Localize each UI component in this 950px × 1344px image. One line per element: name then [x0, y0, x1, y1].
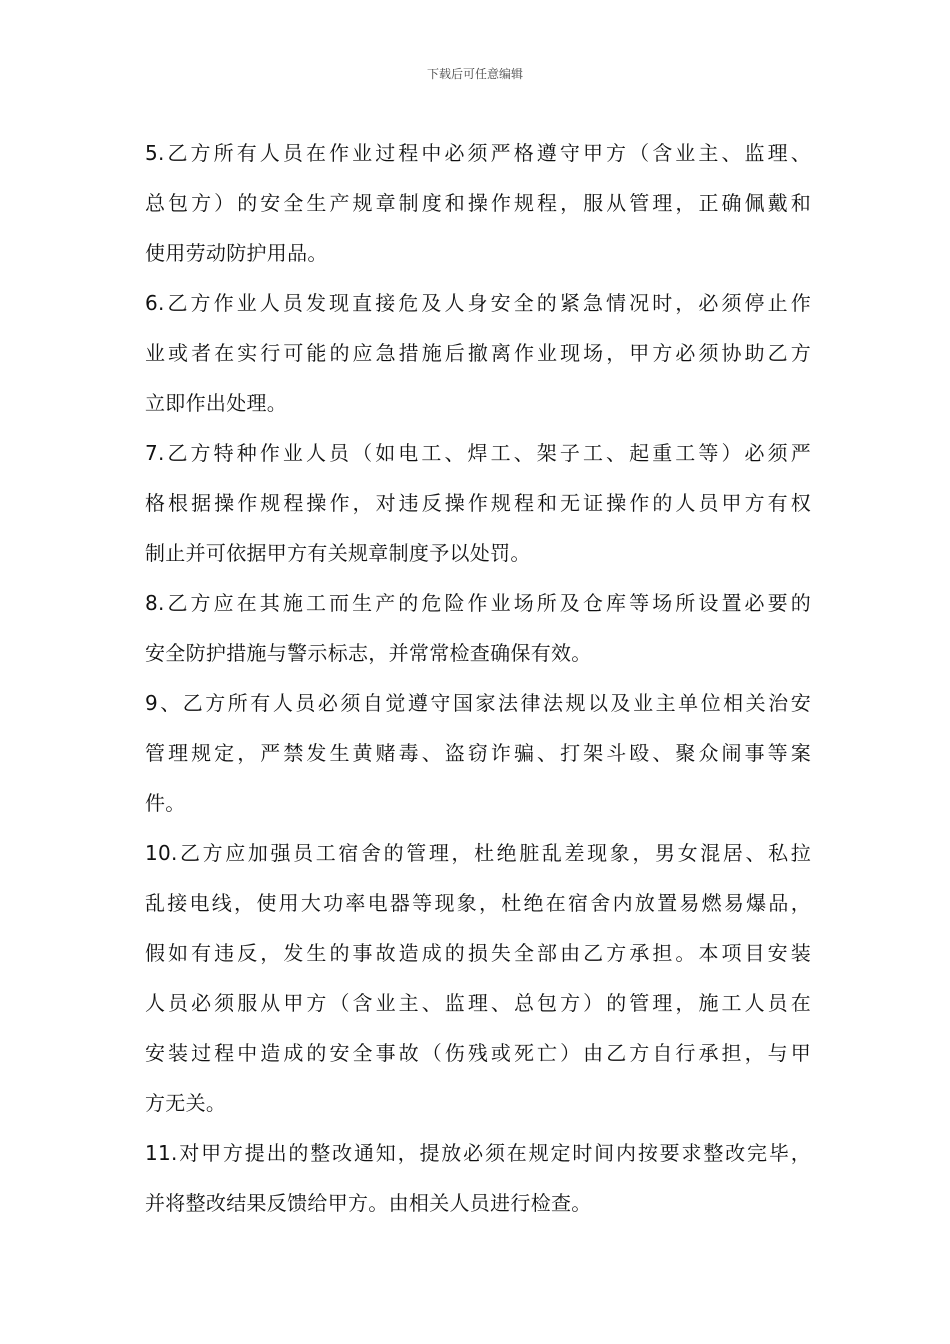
- paragraph-6-line-3: 立即作出处理。: [145, 391, 288, 415]
- paragraph-5-line-1: 5.乙方所有人员在作业过程中必须严格遵守甲方（含业主、监理、: [145, 141, 811, 165]
- paragraph-10-line-5: 安装过程中造成的安全事故（伤残或死亡）由乙方自行承担，与甲: [145, 1041, 811, 1065]
- paragraph-11-line-2: 并将整改结果反馈给甲方。由相关人员进行检查。: [145, 1191, 592, 1215]
- paragraph-7-line-3: 制止并可依据甲方有关规章制度予以处罚。: [145, 541, 531, 565]
- paragraph-11-line-1: 11.对甲方提出的整改通知，提放必须在规定时间内按要求整改完毕，: [145, 1141, 811, 1165]
- paragraph-6-line-1: 6.乙方作业人员发现直接危及人身安全的紧急情况时，必须停止作: [145, 291, 811, 315]
- document-body: [145, 128, 811, 1228]
- paragraph-10-line-6: 方无关。: [145, 1091, 227, 1115]
- paragraph-9-line-1: 9、乙方所有人员必须自觉遵守国家法律法规以及业主单位相关治安: [145, 691, 811, 715]
- paragraph-10-line-1: 10.乙方应加强员工宿舍的管理，杜绝脏乱差现象，男女混居、私拉: [145, 841, 811, 865]
- paragraph-9-line-3: 件。: [145, 791, 186, 815]
- paragraph-5-line-2: 总包方）的安全生产规章制度和操作规程，服从管理，正确佩戴和: [145, 191, 811, 215]
- page-header: 下载后可任意编辑: [426, 67, 523, 81]
- paragraph-10-line-3: 假如有违反，发生的事故造成的损失全部由乙方承担。本项目安装: [145, 941, 811, 965]
- paragraph-7-line-1: 7.乙方特种作业人员（如电工、焊工、架子工、起重工等）必须严: [145, 441, 811, 465]
- paragraph-10-line-2: 乱接电线，使用大功率电器等现象，杜绝在宿舍内放置易燃易爆品，: [145, 891, 811, 915]
- paragraph-5-line-3: 使用劳动防护用品。: [145, 241, 328, 265]
- paragraph-7-line-2: 格根据操作规程操作，对违反操作规程和无证操作的人员甲方有权: [145, 491, 811, 515]
- paragraph-9-line-2: 管理规定，严禁发生黄赌毒、盗窃诈骗、打架斗殴、聚众闹事等案: [145, 741, 811, 765]
- paragraph-8-line-2: 安全防护措施与警示标志，并常常检查确保有效。: [145, 641, 592, 665]
- paragraph-10-line-4: 人员必须服从甲方（含业主、监理、总包方）的管理，施工人员在: [145, 991, 811, 1015]
- paragraph-8-line-1: 8.乙方应在其施工而生产的危险作业场所及仓库等场所设置必要的: [145, 591, 811, 615]
- paragraph-6-line-2: 业或者在实行可能的应急措施后撤离作业现场，甲方必须协助乙方: [145, 341, 811, 365]
